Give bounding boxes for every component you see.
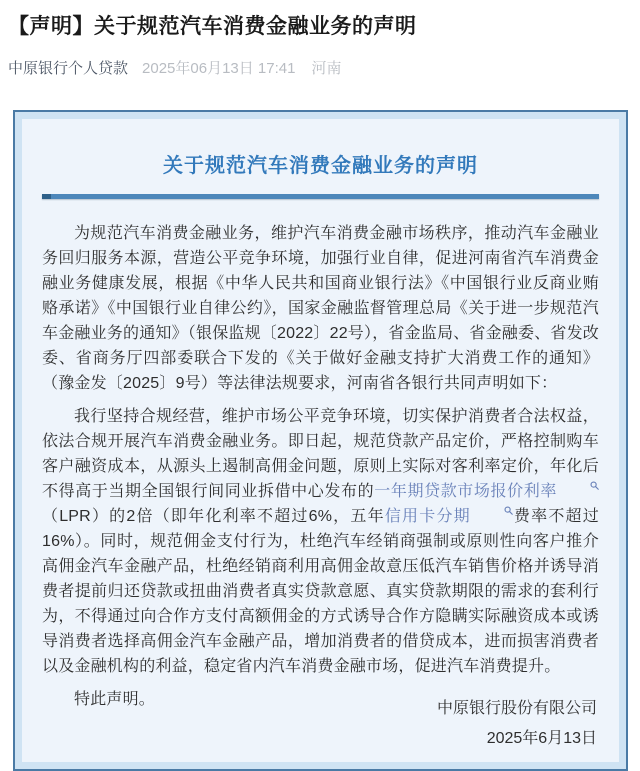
publish-datetime: 2025年06月13日 17:41 [142,60,296,78]
statement-paragraph-3: 特此声明。 [74,691,156,709]
statement-heading: 关于规范汽车消费金融业务的声明 [163,155,478,178]
statement-card [13,110,628,771]
lpr-term-link[interactable] [374,483,599,500]
statement-paragraph-2 [42,404,599,679]
search-icon [472,506,513,515]
card-installment-term-link[interactable] [385,508,513,525]
signature-date: 2025年6月13日 [486,730,597,748]
paragraph-2-text: 费率不超过16%）。同时，规范佣金支付行为，杜绝汽车经销商强制或原则性向客户推介高佣金汽车金融产品，杜绝经销商利用高佣金故意压低汽车销售价格并诱导消费者提前归还贷款或扭曲消费者真实贷款意愿、真实贷款期限的需求的套利行为，不得通过向合作方支付高额佣金的方式诱导合作方隐瞒实际融资成本或诱导消费者选择高佣金汽车金融产品，增加消费者的借贷成本，进而损害消费者以及金融机构的利益，稳定省内汽车消费金融市场，促进汽车消费提升。 [42,508,599,676]
signature-company: 中原银行股份有限公司 [436,700,597,718]
account-name-link[interactable]: 中原银行个人贷款 [8,60,129,78]
byline-meta [142,57,341,78]
article-header [0,0,640,78]
statement-body [42,221,599,712]
search-icon [558,481,599,490]
lpr-term-link-label: 一年期贷款市场报价利率 [374,483,557,501]
byline [8,57,630,78]
paragraph-2-text: （LPR）的2倍（即年化利率不超过6%，五年 [42,508,385,526]
card-installment-term-link-label: 信用卡分期 [384,508,471,526]
article-title: 【声明】关于规范汽车消费金融业务的声明 [8,15,417,38]
publish-location: 河南 [311,60,342,78]
statement-paragraph-1: 为规范汽车消费金融业务，维护汽车消费金融市场秩序，推动汽车金融业务回归服务本源，营造公平竞争环境，加强行业自律，促进河南省汽车消费金融业务健康发展，根据《中华人民共和国商业银行法》《中国银行业反商业贿赂承诺》《中国银行业自律公约》，国家金融监督管理总局《关于进一步规范汽车金融业务的通知》（银保监规〔2022〕22号），省金监局、省金融委、省发改委、省商务厅四部委联合下发的《关于做好金融支持扩大消费工作的通知》（豫金发〔2025〕9号）等法律法规要求，河南省各银行共同声明如下： [42,225,599,393]
paragraph-2-text: 我行坚持合规经营，维护市场公平竞争环境，切实保护消费者合法权益，依法合规开展汽车消费金融业务。即日起，规范贷款产品定价，严格控制购车客户融资成本，从源头上遏制高佣金问题，原则上实际对客利率定价，年化后不得高于当期全国银行间同业拆借中心发布的 [42,408,599,501]
heading-divider [42,194,599,199]
statement-card-inner [22,119,619,762]
signature-block [437,694,597,754]
